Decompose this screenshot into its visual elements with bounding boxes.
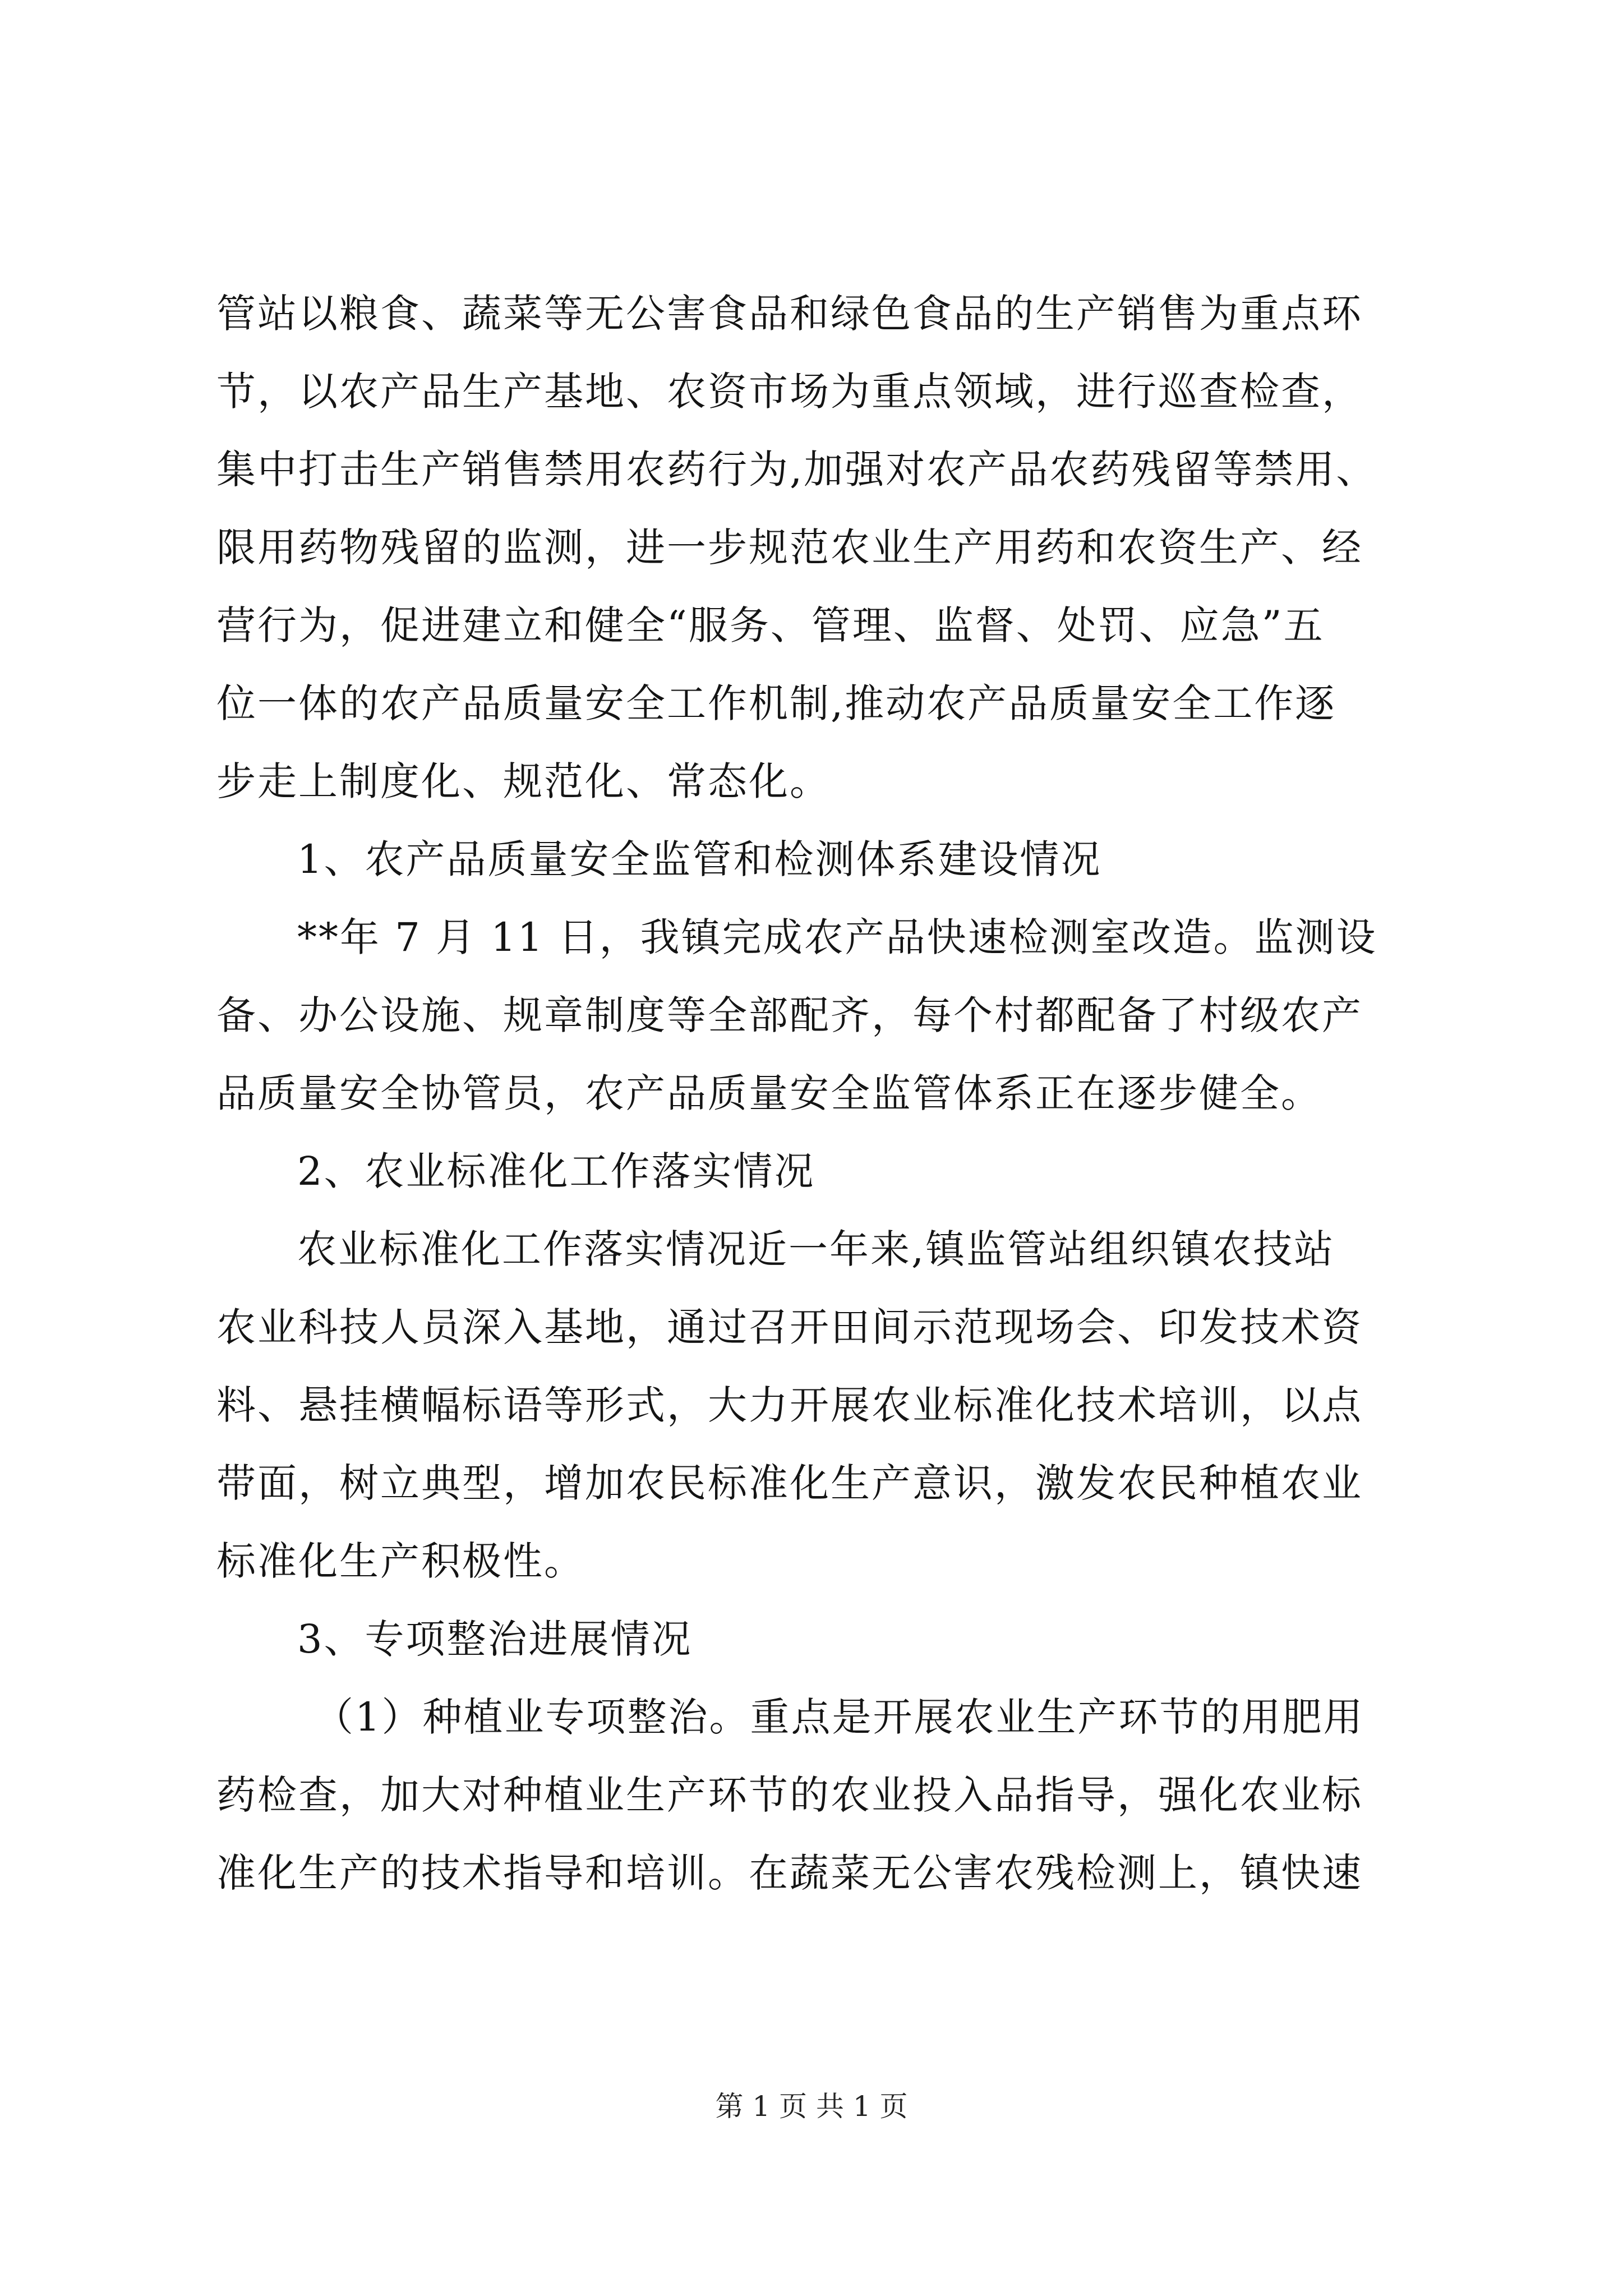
body-text-line: 农业科技人员深入基地，通过召开田间示范现场会、印发技术资 [216, 1304, 1363, 1350]
page-footer: 第 1 页 共 1 页 [715, 2090, 908, 2123]
body-text-line: **年 7 月 11 日，我镇完成农产品快速检测室改造。监测设 [297, 914, 1377, 960]
body-text-line: 准化生产的技术指导和培训。在蔬菜无公害农残检测上，镇快速 [216, 1850, 1363, 1896]
body-text-line: 带面，树立典型，增加农民标准化生产意识，激发农民种植农业 [216, 1460, 1363, 1506]
body-text-line: 集中打击生产销售禁用农药行为,加强对农产品农药残留等禁用、 [216, 447, 1377, 493]
body-text-line: 位一体的农产品质量安全工作机制,推动农产品质量安全工作逐 [216, 680, 1336, 726]
body-text-line: 营行为，促进建立和健全“服务、管理、监督、处罚、应急”五 [216, 602, 1325, 648]
section-heading: 3、专项整治进展情况 [297, 1616, 693, 1662]
body-text-line: 限用药物残留的监测，进一步规范农业生产用药和农资生产、经 [216, 524, 1363, 570]
body-text-line: 管站以粮食、蔬菜等无公害食品和绿色食品的生产销售为重点环 [216, 291, 1363, 337]
section-heading: 1、农产品质量安全监管和检测体系建设情况 [297, 836, 1102, 882]
body-text-line: 品质量安全协管员，农产品质量安全监管体系正在逐步健全。 [216, 1070, 1322, 1116]
section-heading: 2、农业标准化工作落实情况 [297, 1148, 815, 1194]
body-text-line: 药检查，加大对种植业生产环节的农业投入品指导，强化农业标 [216, 1772, 1363, 1818]
body-text-line: 料、悬挂横幅标语等形式，大力开展农业标准化技术培训，以点 [216, 1382, 1363, 1428]
body-text-line: （1）种植业专项整治。重点是开展农业生产环节的用肥用 [314, 1694, 1364, 1740]
body-text-line: 备、办公设施、规章制度等全部配齐，每个村都配备了村级农产 [216, 992, 1363, 1038]
body-text-line: 步走上制度化、规范化、常态化。 [216, 758, 831, 804]
body-text-line: 标准化生产积极性。 [216, 1538, 585, 1584]
body-text-line: 节，以农产品生产基地、农资市场为重点领域，进行巡查检查， [216, 369, 1363, 415]
body-text-line: 农业标准化工作落实情况近一年来,镇监管站组织镇农技站 [297, 1226, 1335, 1272]
